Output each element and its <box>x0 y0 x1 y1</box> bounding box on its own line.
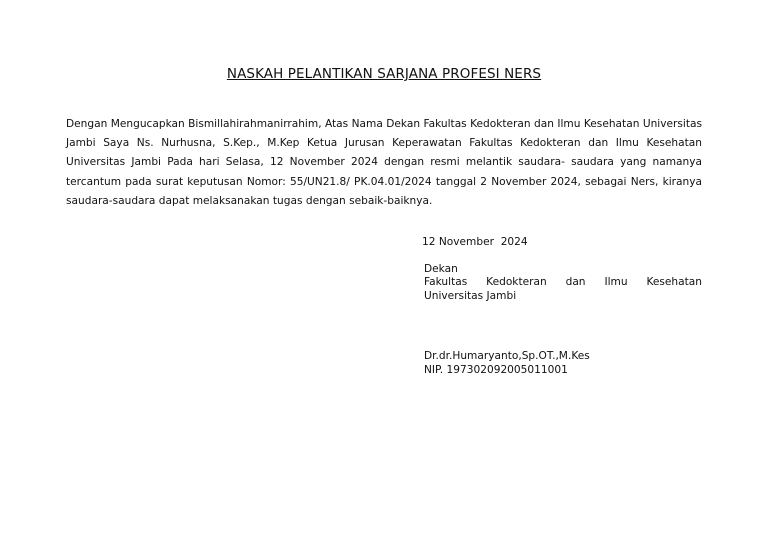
document-title: NASKAH PELANTIKAN SARJANA PROFESI NERS <box>226 66 542 82</box>
document-date: 12 November 2024 <box>422 236 528 248</box>
signer-position: Dekan <box>424 263 458 275</box>
signer-faculty: Fakultas Kedokteran dan Ilmu Kesehatan <box>424 276 702 289</box>
signer-nip: NIP. 197302092005011001 <box>424 364 568 376</box>
signer-university: Universitas Jambi <box>424 289 517 302</box>
signer-details <box>424 349 590 377</box>
document-body-paragraph: Dengan Mengucapkan Bismillahirahmanirrahim, Atas Nama Dekan Fakultas Kedokteran dan Ilmu Kesehatan Universitas Jambi Saya Ns. Nurhusna, S.Kep., M.Kep Ketua Jurusan Keperawatan Fakultas Kedokteran dan Ilmu Kesehatan Universitas Jambi Pada hari Selasa, 12 November 2024 dengan resmi melantik saudara- saudara yang namanya tercantum pada surat keputusan Nomor: 55/UN21.8/ PK.04.01/2024 tanggal 2 November 2024, sebagai Ners, kiranya saudara-saudara dapat melaksanakan tugas dengan sebaik-baiknya. <box>66 118 702 207</box>
signer-name: Dr.dr.Humaryanto,Sp.OT.,M.Kes <box>424 350 590 362</box>
signature-block <box>424 263 702 303</box>
